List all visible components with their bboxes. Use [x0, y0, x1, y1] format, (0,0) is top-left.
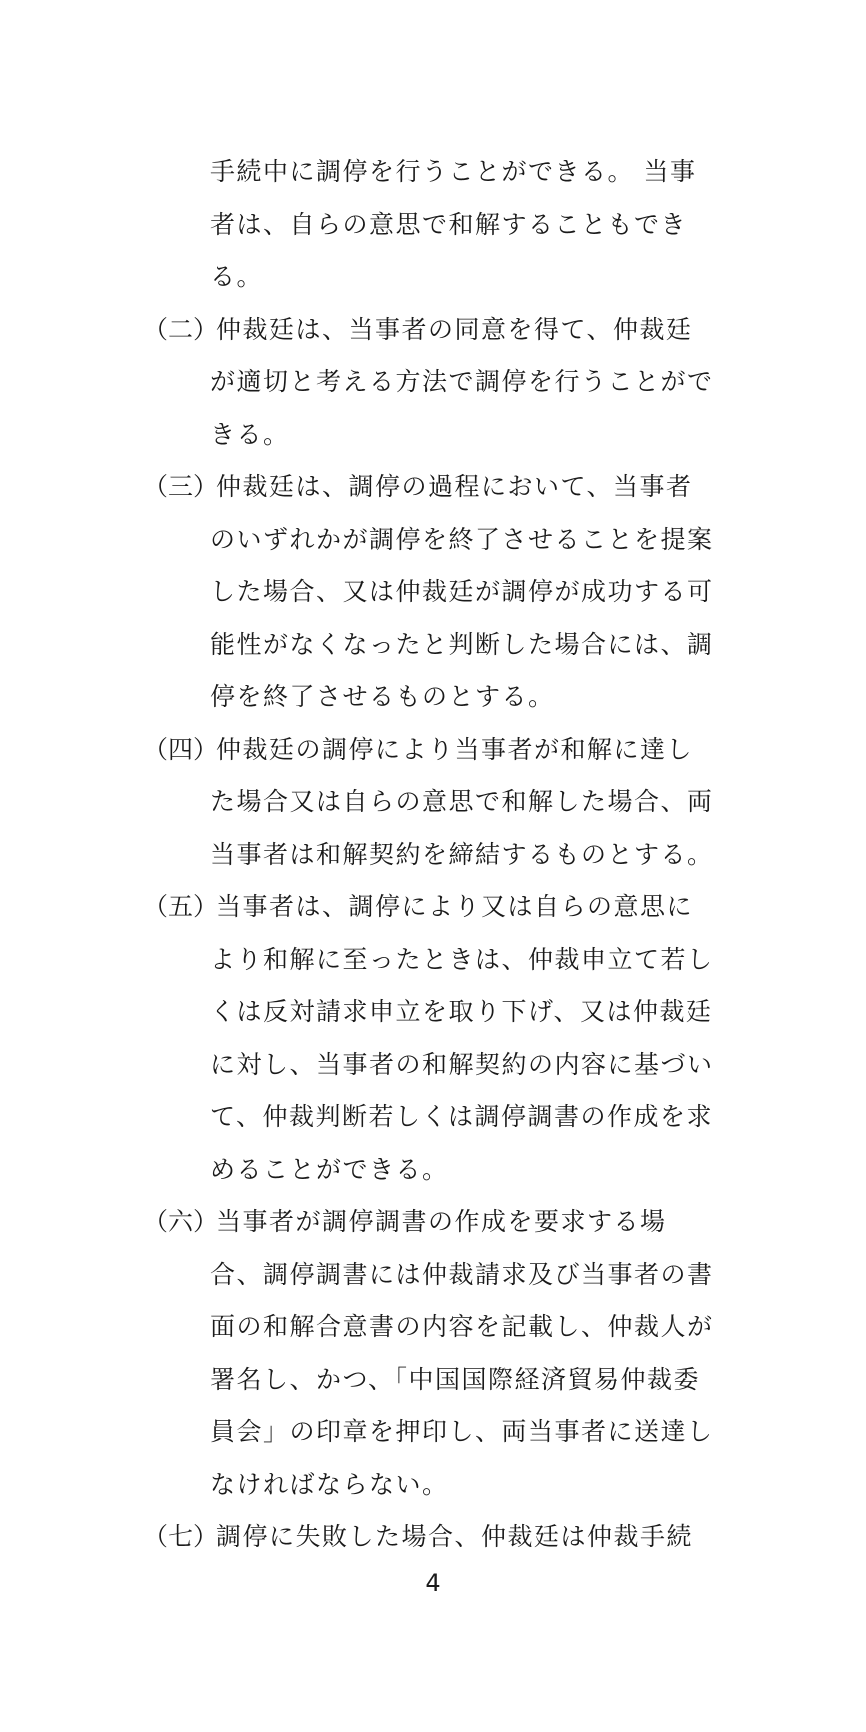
line-text: 面の和解合意書の内容を記載し、仲裁人が — [210, 1312, 714, 1341]
line-text: に対し、当事者の和解契約の内容に基づい — [210, 1049, 714, 1079]
line-text: 仲裁廷は、調停の過程において、当事者 — [216, 472, 693, 501]
line-text: て、仲裁判断若しくは調停調書の作成を求 — [210, 1102, 714, 1131]
line-text: 員会」の印章を押印し、両当事者に送達し — [210, 1417, 714, 1446]
item-number: （四） — [143, 734, 219, 764]
line-text: のいずれかが調停を終了させることを提案 — [210, 524, 714, 554]
line-text: が適切と考える方法で調停を行うことがで — [210, 367, 714, 396]
numbered-paragraph-line — [143, 1511, 693, 1564]
item-number: （七） — [143, 1522, 219, 1551]
paragraph-line — [210, 1249, 714, 1302]
numbered-paragraph-line — [143, 304, 693, 357]
paragraph-line — [210, 146, 696, 199]
paragraph-line — [210, 1354, 700, 1407]
line-text: めることができる。 — [210, 1154, 449, 1184]
paragraph-line — [210, 1301, 714, 1354]
line-text: した場合、又は仲裁廷が調停が成功する可 — [210, 577, 714, 606]
paragraph-line — [210, 1091, 713, 1144]
line-text: 当事者は和解契約を締結するものとする。 — [210, 839, 714, 869]
paragraph-line — [210, 199, 687, 252]
paragraph-line — [210, 1406, 714, 1459]
paragraph-line — [210, 934, 714, 987]
line-text: 仲裁廷は、当事者の同意を得て、仲裁廷 — [216, 314, 693, 344]
line-text: なければならない。 — [210, 1469, 449, 1499]
item-number: （二） — [143, 314, 219, 344]
line-text: きる。 — [210, 419, 290, 449]
paragraph-line — [210, 1039, 714, 1092]
paragraph-line — [210, 1144, 449, 1197]
numbered-paragraph-line — [143, 881, 693, 934]
numbered-paragraph-line — [143, 461, 693, 514]
line-text: より和解に至ったときは、仲裁申立て若し — [210, 944, 714, 974]
paragraph-line — [210, 1459, 449, 1512]
item-number: （五） — [143, 892, 219, 921]
paragraph-line — [210, 409, 290, 462]
line-text: 者は、自らの意思で和解することもでき — [210, 209, 688, 239]
paragraph-line — [210, 566, 714, 619]
line-text: 調停に失敗した場合、仲裁廷は仲裁手続 — [216, 1522, 694, 1551]
paragraph-line — [210, 829, 714, 882]
line-text: 当事者は、調停により又は自らの意思に — [216, 892, 694, 921]
line-text: 手続中に調停を行うことができる。 当事 — [210, 157, 697, 186]
paragraph-line — [210, 514, 714, 567]
paragraph-line — [210, 776, 714, 829]
line-text: 合、調停調書には仲裁請求及び当事者の書 — [210, 1259, 714, 1289]
line-text: た場合又は自らの意思で和解した場合、両 — [210, 787, 714, 816]
paragraph-line — [210, 619, 714, 672]
paragraph-line — [210, 356, 714, 409]
page-number: 4 — [425, 1569, 441, 1597]
line-text: 仲裁廷の調停により当事者が和解に達し — [216, 734, 694, 764]
paragraph-line — [210, 671, 555, 724]
paragraph-line — [210, 986, 713, 1039]
numbered-paragraph-line — [143, 724, 693, 777]
numbered-paragraph-line — [143, 1196, 667, 1249]
line-text: 停を終了させるものとする。 — [210, 682, 555, 711]
line-text: くは反対請求申立を取り下げ、又は仲裁廷 — [210, 997, 713, 1026]
line-text: 署名し、かつ、「中国国際経済貿易仲裁委 — [210, 1364, 701, 1394]
line-text: 当事者が調停調書の作成を要求する場 — [216, 1207, 667, 1236]
paragraph-line — [210, 251, 263, 304]
line-text: 能性がなくなったと判断した場合には、調 — [210, 629, 714, 659]
item-number: （六） — [143, 1207, 219, 1236]
line-text: る。 — [210, 262, 264, 291]
item-number: （三） — [143, 472, 219, 501]
